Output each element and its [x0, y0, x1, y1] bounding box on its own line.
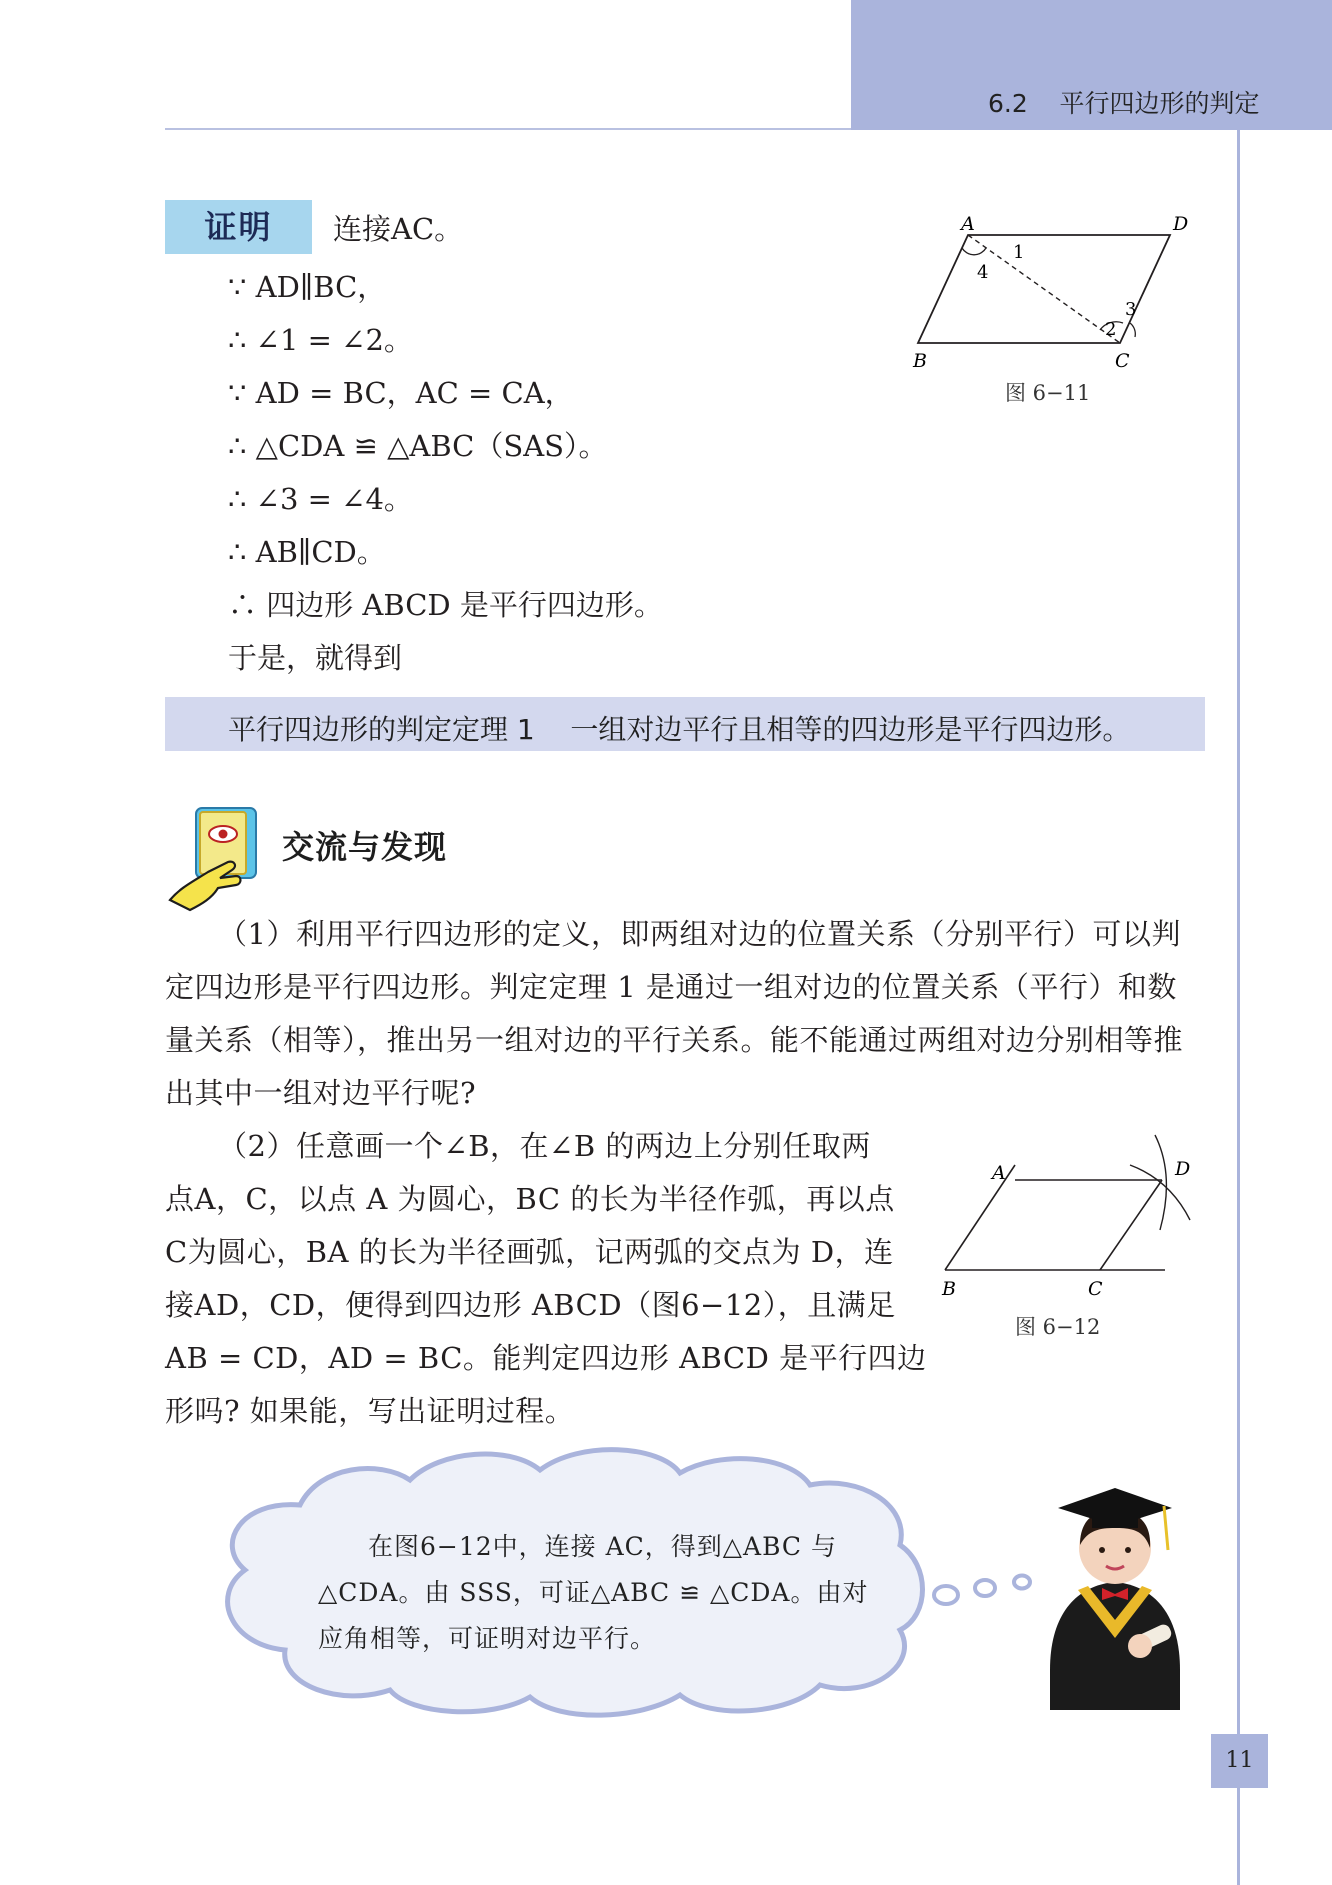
- side-rule: [1237, 130, 1240, 1885]
- figure-caption: 图 6−11: [1005, 381, 1091, 405]
- figure-caption: 图 6−12: [1015, 1315, 1101, 1339]
- paragraph-line: 接AD，CD，便得到四边形 ABCD（图6−12），且满足: [165, 1288, 896, 1322]
- paragraph-line: 出其中一组对边平行呢?: [165, 1076, 477, 1110]
- label-A: A: [961, 213, 975, 235]
- proof-line: ∴ AB∥CD。: [228, 535, 386, 569]
- proof-label: 证明: [204, 208, 273, 246]
- label-A: A: [992, 1162, 1006, 1184]
- header-title: 6.2 平行四边形的判定: [988, 89, 1260, 118]
- angle-label-2: 2: [1105, 319, 1117, 340]
- label-C: C: [1115, 350, 1130, 372]
- proof-line: ∴ △CDA ≌ △ABC（SAS）。: [228, 429, 608, 463]
- eye-pointing-hand-icon: [162, 800, 272, 919]
- figure-6-11: [905, 205, 1205, 409]
- angle-label-4: 4: [977, 262, 989, 283]
- label-D: D: [1173, 213, 1189, 235]
- bubble-line: 在图6−12中，连接 AC，得到△ABC 与: [368, 1532, 837, 1561]
- proof-line: ∴ 四边形 ABCD 是平行四边形。: [228, 588, 663, 622]
- paragraph-line: （1）利用平行四边形的定义，即两组对边的位置关系（分别平行）可以判: [218, 917, 1181, 951]
- header-rule: [165, 128, 851, 130]
- paragraph-line: C为圆心，BA 的长为半径画弧，记两弧的交点为 D，连: [165, 1235, 894, 1269]
- label-D: D: [1175, 1158, 1191, 1180]
- construction-diagram-6-12: [930, 1125, 1210, 1325]
- angle-label-3: 3: [1125, 299, 1137, 320]
- parallelogram-diagram-6-11: [905, 205, 1205, 405]
- figure-6-12: [930, 1125, 1210, 1339]
- angle-label-1: 1: [1013, 242, 1025, 263]
- bubble-line: 应角相等，可证明对边平行。: [318, 1624, 657, 1653]
- paragraph-line: 定四边形是平行四边形。判定定理 1 是通过一组对边的位置关系（平行）和数: [165, 970, 1177, 1004]
- label-B: B: [942, 1278, 956, 1300]
- paragraph-line: AB = CD，AD = BC。能判定四边形 ABCD 是平行四边: [165, 1341, 927, 1375]
- theorem-text: 平行四边形的判定定理 1 一组对边平行且相等的四边形是平行四边形。: [228, 713, 1131, 746]
- proof-first-line: 连接AC。: [333, 212, 464, 246]
- proof-line: ∵ AD∥BC，: [228, 270, 387, 304]
- paragraph-line: 量关系（相等），推出另一组对边的平行关系。能不能通过两组对边分别相等推: [165, 1023, 1184, 1057]
- proof-line: ∵ AD = BC，AC = CA，: [228, 376, 574, 410]
- paragraph-line: 形吗? 如果能，写出证明过程。: [165, 1394, 575, 1428]
- proof-line: 于是，就得到: [228, 641, 403, 675]
- label-C: C: [1088, 1278, 1103, 1300]
- paragraph-line: 点A，C，以点 A 为圆心，BC 的长为半径作弧，再以点: [165, 1182, 895, 1216]
- bubble-line: △CDA。由 SSS，可证△ABC ≌ △CDA。由对: [318, 1578, 869, 1607]
- graduate-girl-illustration: [1040, 1470, 1190, 1714]
- paragraph-line: （2）任意画一个∠B，在∠B 的两边上分别任取两: [218, 1129, 871, 1163]
- label-B: B: [913, 350, 927, 372]
- proof-line: ∴ ∠3 = ∠4。: [228, 482, 413, 516]
- page-number: 11: [1225, 1748, 1254, 1773]
- proof-line: ∴ ∠1 = ∠2。: [228, 323, 413, 357]
- section-title: 交流与发现: [282, 828, 448, 866]
